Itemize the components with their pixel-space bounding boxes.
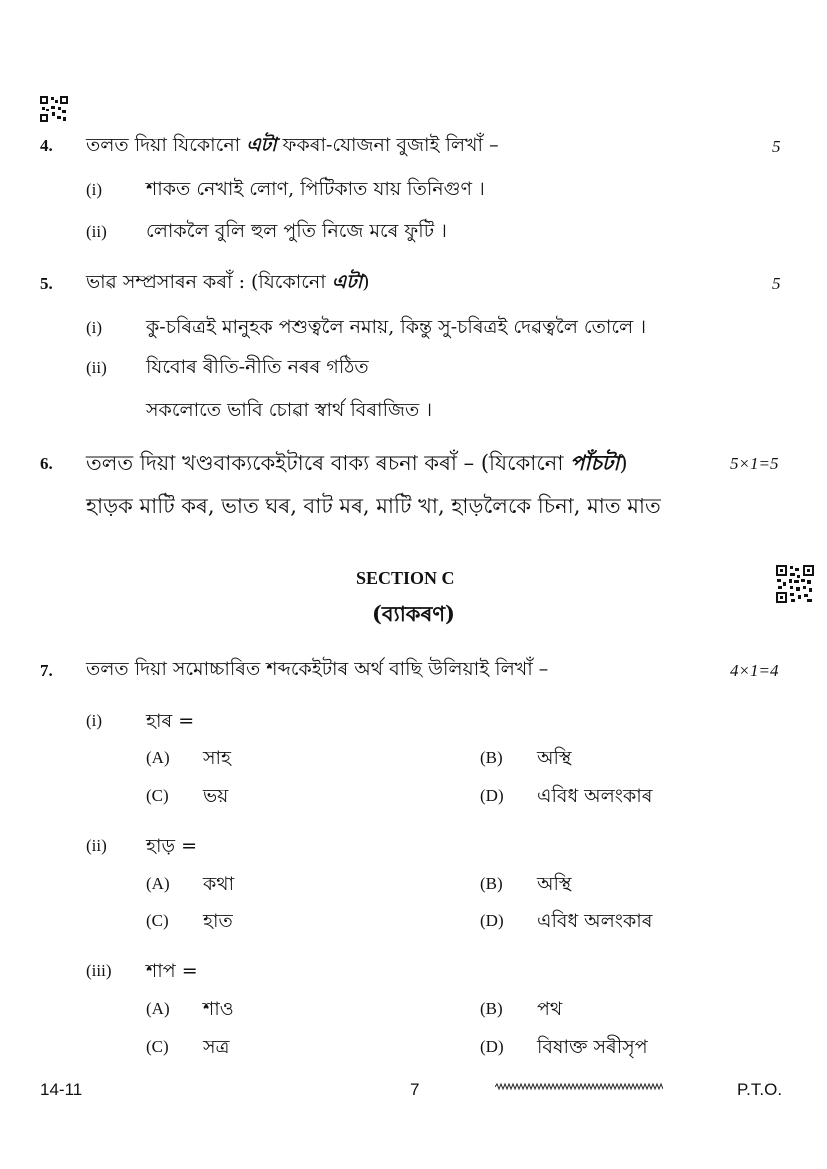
option-label: (D) [480, 786, 504, 805]
marks-label: 4×1=4 [730, 661, 779, 680]
option-label: (D) [480, 1037, 504, 1056]
option-label: (B) [480, 999, 503, 1018]
option-label: (A) [146, 999, 170, 1018]
sub-item-text-continued: সকলোতে ভাবি চোৱা স্বাৰ্থ বিৰাজিত । [146, 399, 433, 421]
emphasis-text: এটা [331, 271, 363, 293]
sub-item-text: যিবোৰ ৰীতি-নীতি নৰৰ গঠিত [146, 356, 369, 378]
option-text: সত্ৰ [203, 1036, 230, 1058]
question-text-part: ) [362, 271, 370, 293]
emphasis-text: পাঁচটা [570, 450, 620, 475]
option-text: সাহ [203, 747, 232, 769]
question-number: 7. [40, 661, 53, 680]
question-number: 4. [40, 136, 53, 155]
please-turn-over: P.T.O. [737, 1080, 783, 1099]
question-number: 5. [40, 274, 53, 293]
question-text-part: তলত দিয়া যিকোনো [86, 134, 247, 156]
emphasis-text: এটা [246, 134, 277, 156]
option-text: ভয় [203, 785, 229, 807]
question-text: তলত দিয়া সমোচ্চাৰিত শব্দকেইটাৰ অৰ্থ বাছি উলিয়াই লিখাঁ – [86, 658, 549, 680]
sub-item-number: (i) [86, 180, 103, 199]
homophone-word: হাড় = [146, 835, 198, 857]
page-number: 7 [410, 1080, 420, 1099]
paper-code: 14-11 [40, 1080, 83, 1099]
option-text: অস্থি [537, 747, 572, 769]
sub-item-number: (i) [86, 711, 103, 730]
homophone-word: হাৰ = [146, 710, 195, 732]
sub-item-text: কু-চৰিত্ৰই মানুহক পশুত্বলৈ নমায়, কিন্তু সু-চৰিত্ৰই দেৱত্বলৈ তোলে । [146, 316, 647, 338]
sub-item-number: (iii) [86, 961, 112, 980]
qr-code-icon [40, 96, 68, 122]
sub-item-number: (i) [86, 318, 103, 337]
sub-item-text: লোকলৈ বুলি হুল পুতি নিজে মৰে ফুটি । [146, 220, 447, 242]
option-label: (C) [146, 786, 169, 805]
question-number: 6. [40, 454, 53, 473]
option-text: পথ [537, 998, 563, 1020]
marks-label: 5 [772, 274, 781, 293]
option-text: শাও [203, 998, 234, 1020]
marks-label: 5 [772, 137, 781, 156]
sub-item-number: (ii) [86, 358, 107, 377]
option-text: বিষাক্ত সৰীসৃপ [537, 1036, 648, 1058]
question-text-part: ফকৰা-যোজনা বুজাই লিখাঁ – [276, 134, 499, 156]
option-text: কথা [203, 873, 235, 895]
option-label: (B) [480, 874, 503, 893]
section-title: SECTION C [356, 568, 455, 588]
question-text-part: ) [619, 451, 628, 475]
question-text [86, 447, 628, 482]
question-text [86, 131, 499, 163]
option-label: (A) [146, 874, 170, 893]
option-text: হাত [203, 910, 233, 932]
option-label: (C) [146, 911, 169, 930]
wavy-line-decoration [495, 1082, 663, 1092]
option-label: (C) [146, 1037, 169, 1056]
sub-item-number: (ii) [86, 836, 107, 855]
question-text-part: ভাৱ সম্প্ৰসাৰন কৰাঁ : (যিকোনো [86, 271, 332, 293]
question-text [86, 268, 370, 300]
option-text: এবিধ অলংকাৰ [537, 785, 653, 807]
option-text: অস্থি [537, 873, 572, 895]
option-label: (D) [480, 911, 504, 930]
section-subtitle: (ব্যাকৰণ) [372, 601, 455, 626]
marks-label: 5×1=5 [730, 454, 779, 473]
question-text-part: তলত দিয়া খণ্ডবাক্যকেইটাৰে বাক্য ৰচনা কৰাঁ – (যিকোনো [86, 451, 571, 475]
phrase-list: হাড়ক মাটি কৰ, ভাত ঘৰ, বাট মৰ, মাটি খা, হাড়লৈকে চিনা, মাত মাত [86, 494, 661, 518]
option-text: এবিধ অলংকাৰ [537, 910, 653, 932]
sub-item-text: শাকত নেখাই লোণ, পিটিকাত যায় তিনিগুণ । [146, 178, 485, 200]
option-label: (B) [480, 748, 503, 767]
option-label: (A) [146, 748, 170, 767]
homophone-word: শাপ = [146, 960, 198, 982]
qr-code-icon [776, 565, 814, 603]
sub-item-number: (ii) [86, 222, 107, 241]
